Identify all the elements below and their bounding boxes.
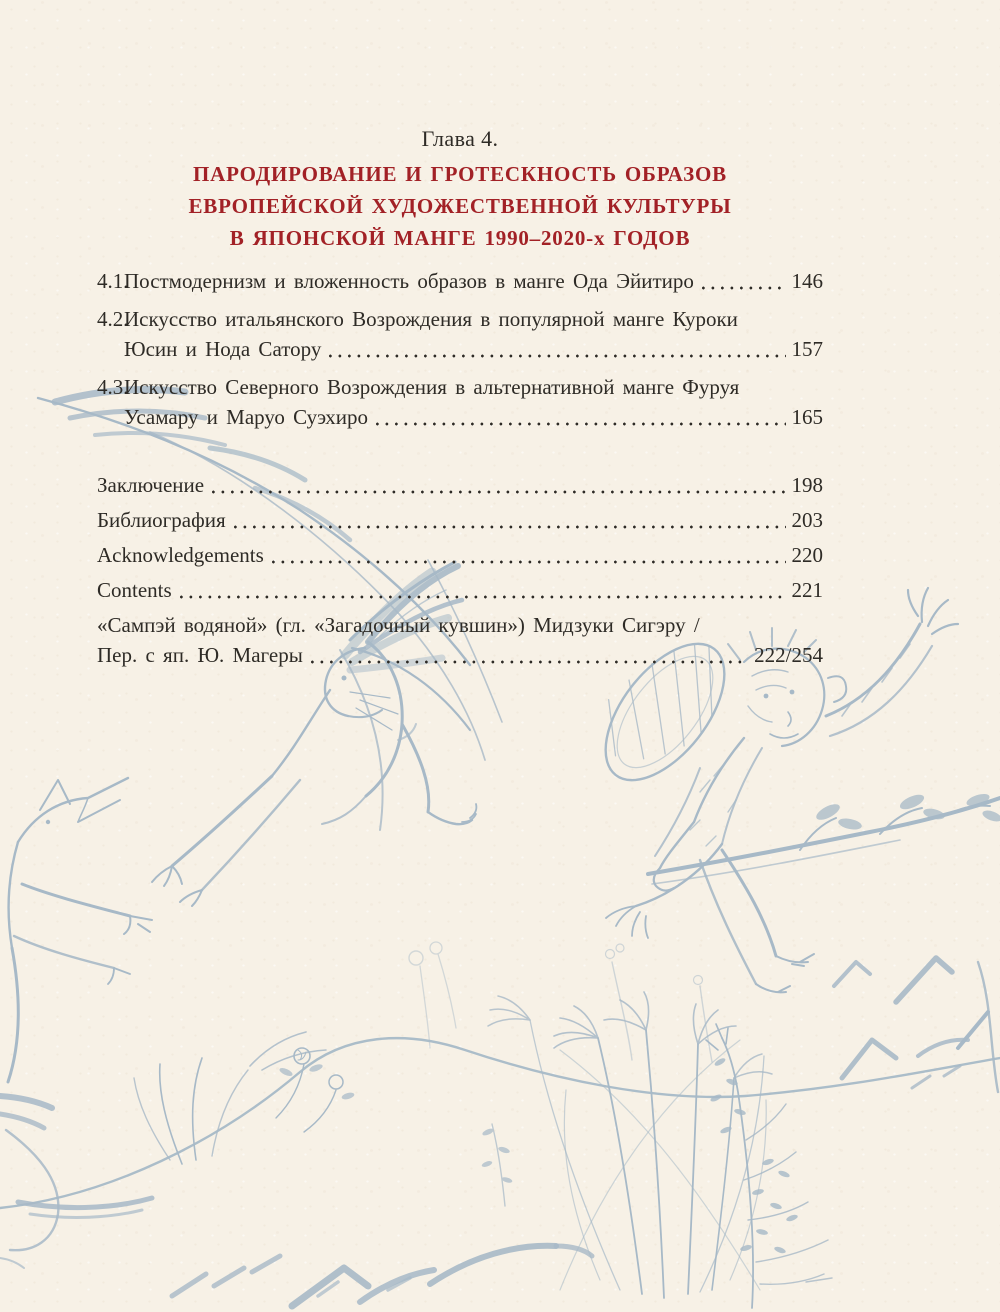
bush-clover (706, 1024, 832, 1308)
toc-entry (97, 372, 823, 432)
back-matter-row (97, 610, 823, 670)
chapter-title-line: ПАРОДИРОВАНИЕ И ГРОТЕСКНОСТЬ ОБРАЗОВ (193, 162, 727, 186)
entry-line (124, 402, 823, 432)
page-number: 165 (791, 405, 823, 429)
page-number: 198 (791, 473, 823, 497)
dot-leader (376, 422, 785, 426)
dot-leader (329, 354, 785, 358)
branch-with-leaves (648, 792, 1000, 884)
back-matter-row (97, 505, 823, 535)
ground-brush-marks (0, 1246, 592, 1306)
section-title: Библиография (97, 508, 226, 532)
pampas-grass (488, 992, 772, 1298)
section-title-continued: Пер. с яп. Ю. Магеры (97, 643, 303, 667)
page-number: 222/254 (754, 643, 823, 667)
dot-leader (272, 560, 786, 564)
section-title: Заключение (97, 473, 205, 497)
chapter-title (97, 158, 823, 254)
entry-title: Постмодернизм и вложенность образов в манге Ода Эйитиро (124, 269, 694, 293)
toc-entries (97, 266, 823, 432)
back-matter-row (97, 540, 823, 570)
rocks-right (834, 958, 998, 1092)
toc-entry (97, 266, 823, 296)
entry-title-continued: Усамару и Маруо Суэхиро (124, 405, 369, 429)
chapter-title-line: ЕВРОПЕЙСКОЙ ХУДОЖЕСТВЕННОЙ КУЛЬТУРЫ (188, 194, 732, 218)
dot-leader (212, 490, 785, 494)
section-title: Contents (97, 578, 172, 602)
entry-number: 4.3. (97, 375, 129, 399)
page-number: 203 (791, 508, 823, 532)
entry-line (124, 334, 823, 364)
entry-title: Искусство итальянского Возрождения в популярной манге Куроки (124, 307, 738, 331)
entry-title: Искусство Северного Возрождения в альтернативной манге Фуруя (124, 375, 740, 399)
back-matter-list (97, 470, 823, 670)
page-number: 157 (791, 337, 823, 361)
dot-leader (311, 660, 748, 664)
page-number: 146 (791, 269, 823, 293)
entry-line (124, 266, 823, 296)
entry-number: 4.1. (97, 269, 129, 293)
page-number: 220 (791, 543, 823, 567)
chapter-title-line: В ЯПОНСКОЙ МАНГЕ 1990–2020-х ГОДОВ (229, 226, 691, 250)
toc-page-content (97, 0, 823, 675)
grass-and-flowers (134, 942, 712, 1206)
dot-leader (180, 595, 786, 599)
hill-contour (0, 1038, 1000, 1217)
entry-title-continued: Юсин и Нода Сатору (124, 337, 322, 361)
toc-entry (97, 304, 823, 364)
entry-number: 4.2. (97, 307, 129, 331)
back-matter-row (97, 575, 823, 605)
back-matter-row (97, 470, 823, 500)
entry-line (97, 640, 823, 670)
page-number: 221 (791, 578, 823, 602)
dot-leader (702, 286, 786, 290)
section-title: Acknowledgements (97, 543, 264, 567)
chapter-label: Глава 4. (421, 126, 499, 151)
pointing-fox (0, 778, 152, 1250)
section-title: «Сампэй водяной» (гл. «Загадочный кувшин») Мидзуки Сигэру / (97, 613, 700, 637)
dot-leader (234, 525, 786, 529)
